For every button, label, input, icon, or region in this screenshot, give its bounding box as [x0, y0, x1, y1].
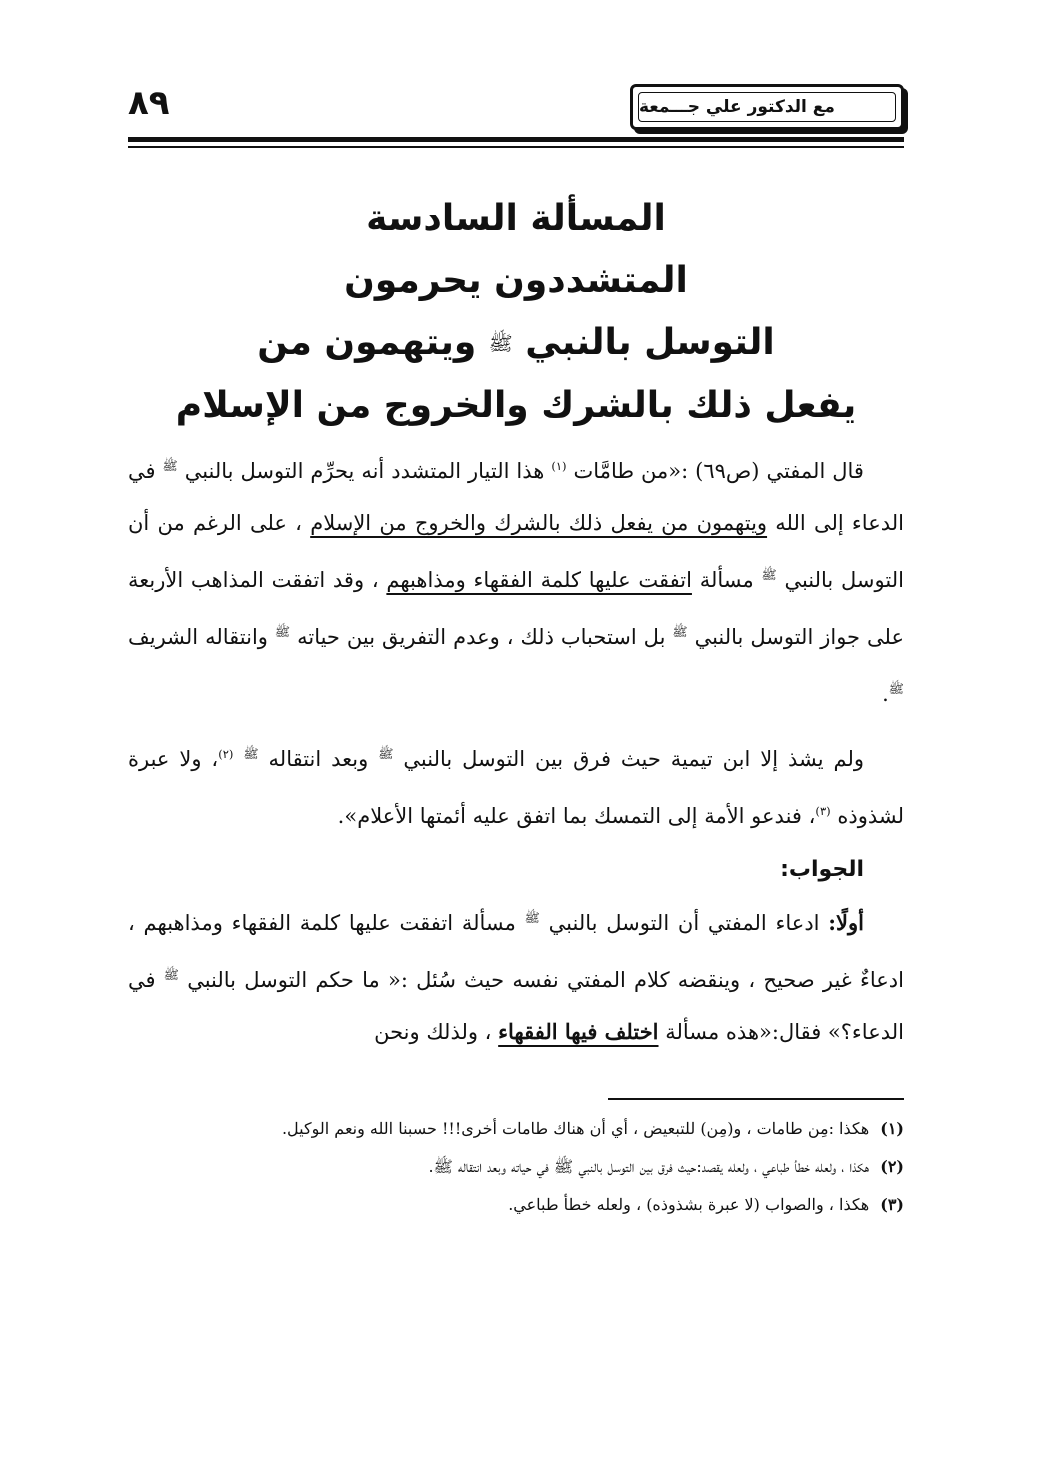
text-span: ولم يشذ إلا ابن تيمية حيث فرق بين التوسل بالنبي	[403, 747, 864, 771]
honorific-icon: ﷺ	[672, 624, 688, 639]
title-line-3-start: التوسل بالنبي	[525, 322, 775, 363]
footnote-text: هكذا :مِن طامات ، و(مِن) للتبعيض ، أي أن هناك طامات أخرى!!! حسبنا الله ونعم الوكيل.	[281, 1119, 870, 1138]
text-span: مسألة اتفقت عليها كلمة الفقهاء ومذاهبهم ، ادعاءٌ غير صحيح ، وينقضه كلام المفتي نفسه حيث سُئل :« ما حكم التوسل بالنبي	[128, 911, 904, 992]
text-span: في الدعاء إلى الله	[128, 459, 904, 535]
text-span: مسألة	[699, 568, 754, 592]
text-span: ، وقد اتفقت المذاهب الأربعة على جواز التوسل بالنبي	[128, 568, 904, 649]
footnote-ref-1[interactable]: (١)	[551, 459, 567, 473]
text-span: قال المفتي (ص٦٩) :«من طامَّات	[573, 459, 864, 483]
underlined-text: ويتهمون من يفعل ذلك بالشرك والخروج من الإسلام	[310, 511, 768, 535]
title-line-4: يفعل ذلك بالشرك والخروج من الإسلام	[175, 385, 857, 426]
text-span: وانتقاله الشريف	[128, 625, 268, 649]
underlined-bold-text: اختلف فيها الفقهاء	[498, 1019, 659, 1044]
honorific-icon: ﷺ	[378, 746, 394, 761]
running-title-frame	[630, 84, 904, 130]
text-span: ، ولذلك ونحن	[374, 1020, 492, 1044]
honorific-icon: ﷺ	[888, 681, 904, 696]
footnotes	[128, 1112, 904, 1226]
text-span: هذا التيار المتشدد أنه يحرِّم التوسل بالنبي	[184, 459, 545, 483]
honorific-icon: ﷺ	[162, 458, 178, 473]
footnote-ref-2[interactable]: (٢)	[218, 747, 234, 761]
footnote-separator	[608, 1098, 904, 1100]
title-line-1: المسألة السادسة	[366, 198, 666, 239]
title-line-3	[128, 312, 904, 375]
honorific-icon: ﷺ	[488, 332, 513, 355]
body-text	[128, 440, 904, 1058]
honorific-icon: ﷺ	[524, 910, 540, 925]
footnote-number: (٢)	[880, 1157, 904, 1176]
page-number: ٨٩	[128, 83, 170, 123]
title-line-3-end: ويتهمون من	[257, 322, 477, 363]
footnote-text: هكذا ، ولعله خطأ طباعي ، ولعله يقصد:حيث فرق بين التوسل بالنبي ﷺ في حياته وبعد انتقاله ﷺ.	[428, 1157, 870, 1176]
paragraph-answer	[128, 892, 904, 1058]
honorific-icon: ﷺ	[761, 567, 777, 582]
header-rule	[128, 137, 904, 142]
text-span: ادعاء المفتي أن التوسل بالنبي	[548, 911, 820, 935]
chapter-title	[128, 188, 904, 437]
answer-heading: الجواب:	[780, 857, 864, 882]
text-span: ، فندعو الأمة إلى التمسك بما اتفق عليه أئمتها الأعلام».	[337, 804, 816, 828]
footnote-1	[128, 1112, 904, 1146]
footnote-3	[128, 1188, 904, 1222]
footnote-text: هكذا ، والصواب (لا عبرة بشذوذه) ، ولعله خطأ طباعي.	[508, 1195, 870, 1214]
footnote-ref-3[interactable]: (٣)	[815, 804, 831, 818]
footnote-2	[128, 1150, 904, 1184]
honorific-icon: ﷺ	[274, 624, 291, 639]
honorific-icon: ﷺ	[163, 967, 179, 982]
title-line-2: المتشددون يحرمون	[344, 260, 688, 301]
paragraph-ibn-taymiyya	[128, 728, 904, 842]
text-span: وبعد انتقاله	[268, 747, 369, 771]
text-span: ، ولا عبرة لشذوذه	[128, 747, 904, 828]
underlined-text: اتفقت عليها كلمة الفقهاء ومذاهبهم	[386, 568, 692, 592]
text-span: .	[882, 682, 889, 706]
footnote-number: (١)	[880, 1119, 904, 1138]
header-rule-thin	[128, 146, 904, 148]
text-span: في الدعاء؟» فقال:«هذه مسألة	[128, 968, 904, 1044]
honorific-icon: ﷺ	[243, 746, 259, 761]
lead-word: أولًا:	[828, 910, 864, 935]
footnote-number: (٣)	[880, 1195, 904, 1214]
text-span: بل استحباب ذلك ، وعدم التفريق بين حياته	[297, 625, 666, 649]
paragraph-quote	[128, 440, 904, 720]
running-title: مع الدكتور علي جـــمعة	[638, 92, 896, 122]
text-span: ، على الرغم من أن التوسل بالنبي	[128, 511, 904, 592]
